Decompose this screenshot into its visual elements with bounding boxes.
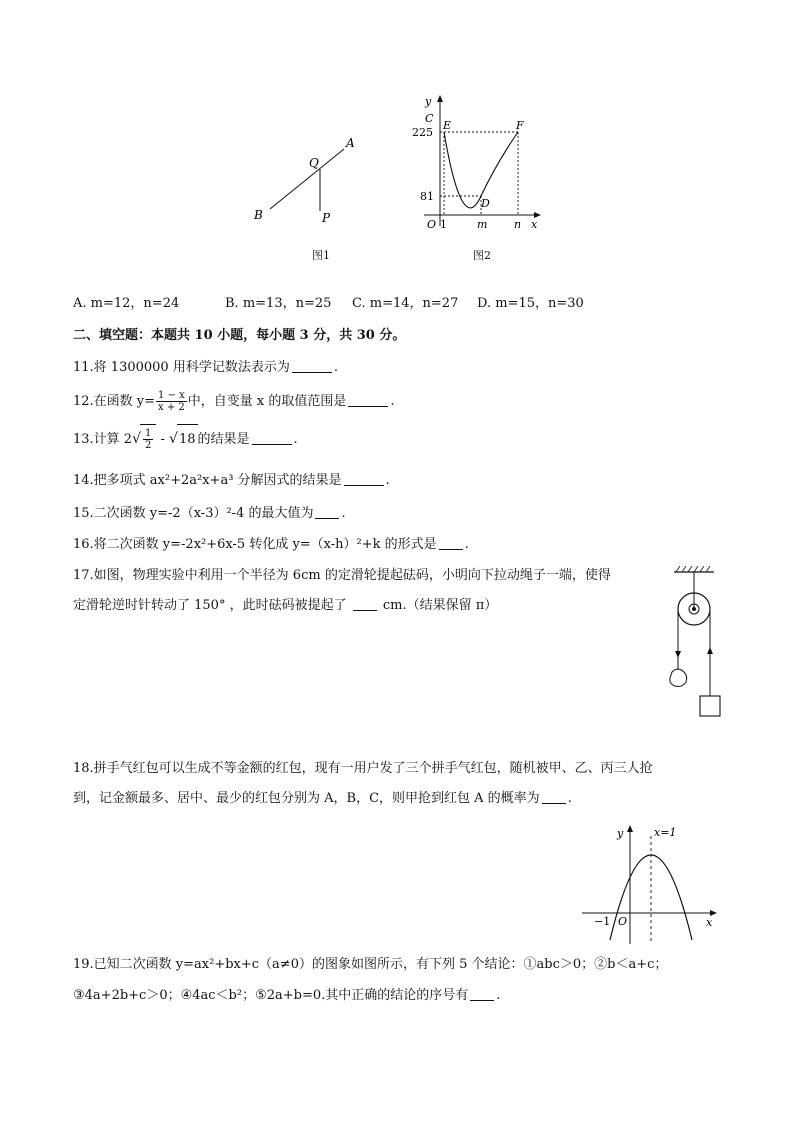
section-2-title: 二、填空题：本题共 10 小题，每小题 3 分，共 30 分。 <box>73 328 406 343</box>
q12-denominator: x + 2 <box>158 402 185 413</box>
question-17-line-1: 17.如图，物理实验中利用一个半径为 6cm 的定滑轮提起砝码，小明向下拉动绳子一端，使得 <box>73 568 611 583</box>
q14-text: 14.把多项式 ax²+2a²x+a³ 分解因式的结果是 <box>73 473 342 488</box>
question-13 <box>73 424 298 455</box>
label-axis: x=1 <box>654 826 677 839</box>
q14-end: . <box>385 473 390 488</box>
q13-denominator: 2 <box>145 440 152 451</box>
q16-text: 16.将二次函数 y=-2x²+6x-5 转化成 y=（x-h）²+k 的形式是 <box>73 537 437 552</box>
figure-1 <box>240 125 370 235</box>
q15-answer-blank[interactable] <box>315 506 339 519</box>
q14-answer-blank[interactable] <box>344 473 384 486</box>
label-neg1: −1 <box>594 915 611 928</box>
label-x: x <box>706 916 713 929</box>
q12-post: 中，自变量 x 的取值范围是 <box>187 394 347 409</box>
label-n: n <box>514 218 522 231</box>
question-17-line-2 <box>73 598 497 614</box>
q15-end: . <box>341 506 346 521</box>
label-y: y <box>425 95 432 108</box>
q18-answer-blank[interactable] <box>542 791 566 804</box>
q12-fraction <box>156 390 187 413</box>
q17-line-2-text: 定滑轮逆时针转动了 150° ，此时砝码被提起了 <box>73 598 347 613</box>
figure-2-caption: 图2 <box>473 249 491 262</box>
q19-line-2-text: ③4a+2b+c＞0；④4ac＜b²；⑤2a+b=0.其中正确的结论的序号有 <box>73 988 469 1003</box>
q11-end: . <box>333 360 338 375</box>
label-81: 81 <box>420 190 434 203</box>
q10-option-b[interactable] <box>225 296 331 312</box>
q11-text: 11.将 1300000 用科学记数法表示为 <box>73 360 290 375</box>
label-m: m <box>477 218 488 231</box>
q13-mid: - <box>156 432 170 447</box>
question-18-line-2 <box>73 791 572 807</box>
sqrt-sign: √ <box>132 431 141 447</box>
figure-19-parabola <box>580 822 720 947</box>
question-16 <box>73 537 469 553</box>
q10-option-d[interactable] <box>477 296 584 312</box>
pulley-figure <box>664 562 728 722</box>
ceiling-hatch <box>676 566 710 572</box>
label-b: B <box>254 208 263 222</box>
q13-numerator: 1 <box>145 428 152 439</box>
option-letter: D. <box>477 296 492 311</box>
label-y: y <box>617 827 624 840</box>
option-text: m=13，n=25 <box>242 296 332 311</box>
label-x: x <box>531 218 538 231</box>
q11-answer-blank[interactable] <box>292 360 332 373</box>
q13-end: . <box>293 432 298 447</box>
sqrt-sign: √ <box>169 431 178 447</box>
q16-end: . <box>464 537 469 552</box>
option-text: m=14，n=27 <box>369 296 459 311</box>
label-d: D <box>481 197 490 210</box>
option-text: m=15，n=30 <box>495 296 584 311</box>
option-text: m=12，n=24 <box>90 296 180 311</box>
q13-answer-blank[interactable] <box>252 432 292 445</box>
label-e: E <box>443 119 452 132</box>
hand-icon <box>670 669 687 687</box>
label-1: 1 <box>440 218 447 231</box>
q12-end: . <box>390 394 395 409</box>
option-letter: B. <box>225 296 239 311</box>
figure-2 <box>412 92 547 234</box>
q18-end: . <box>567 791 572 806</box>
arrow-up-icon <box>707 647 713 654</box>
question-11 <box>73 360 338 376</box>
y-axis-arrow <box>437 95 443 102</box>
q19-answer-blank[interactable] <box>470 988 494 1001</box>
label-q: Q <box>309 156 319 170</box>
y-axis-arrow <box>627 825 633 832</box>
label-225: 225 <box>412 126 433 139</box>
q10-option-a[interactable] <box>73 296 179 312</box>
option-letter: C. <box>352 296 366 311</box>
question-14 <box>73 473 390 489</box>
arrow-down-icon <box>675 651 681 658</box>
figure-1-caption: 图1 <box>312 249 330 262</box>
q10-option-c[interactable] <box>352 296 458 312</box>
q12-pre: 12.在函数 y= <box>73 394 156 409</box>
pulley-axle <box>692 607 696 611</box>
label-a: A <box>346 136 355 150</box>
question-19-line-1: 19.已知二次函数 y=ax²+bx+c（a≠0）的图象如图所示，有下列 5 个结论：①abc＞0；②b＜a+c； <box>73 957 668 972</box>
question-12 <box>73 388 395 416</box>
label-p: P <box>322 211 331 225</box>
q15-text: 15.二次函数 y=-2（x-3）²-4 的最大值为 <box>73 506 314 521</box>
q12-answer-blank[interactable] <box>348 394 388 407</box>
question-15 <box>73 506 346 522</box>
label-c: C <box>425 112 434 125</box>
q19-end: . <box>496 988 501 1003</box>
q18-line-2-text: 到，记金额最多、居中、最少的红包分别为 A，B，C，则甲抢到红包 A 的概率为 <box>73 791 540 806</box>
question-18-line-1: 18.拼手气红包可以生成不等金额的红包，现有一用户发了三个拼手气红包，随机被甲、乙、丙三人抢 <box>73 761 653 776</box>
label-o: O <box>427 218 437 231</box>
option-letter: A. <box>73 296 87 311</box>
q17-answer-blank[interactable] <box>353 598 377 611</box>
line-ab <box>270 149 344 209</box>
q12-numerator: 1 − x <box>158 390 185 401</box>
q13-pre: 13.计算 2 <box>73 432 133 447</box>
question-19-line-2 <box>73 988 500 1004</box>
q16-answer-blank[interactable] <box>439 537 463 550</box>
q13-fraction <box>143 428 153 451</box>
q17-line-2-end: cm.（结果保留 π） <box>382 598 498 613</box>
weight-block <box>700 696 720 716</box>
q13-radicand: 18 <box>177 424 198 455</box>
q13-post: 的结果是 <box>197 432 250 447</box>
label-o: O <box>618 915 628 928</box>
label-f: F <box>516 119 524 132</box>
